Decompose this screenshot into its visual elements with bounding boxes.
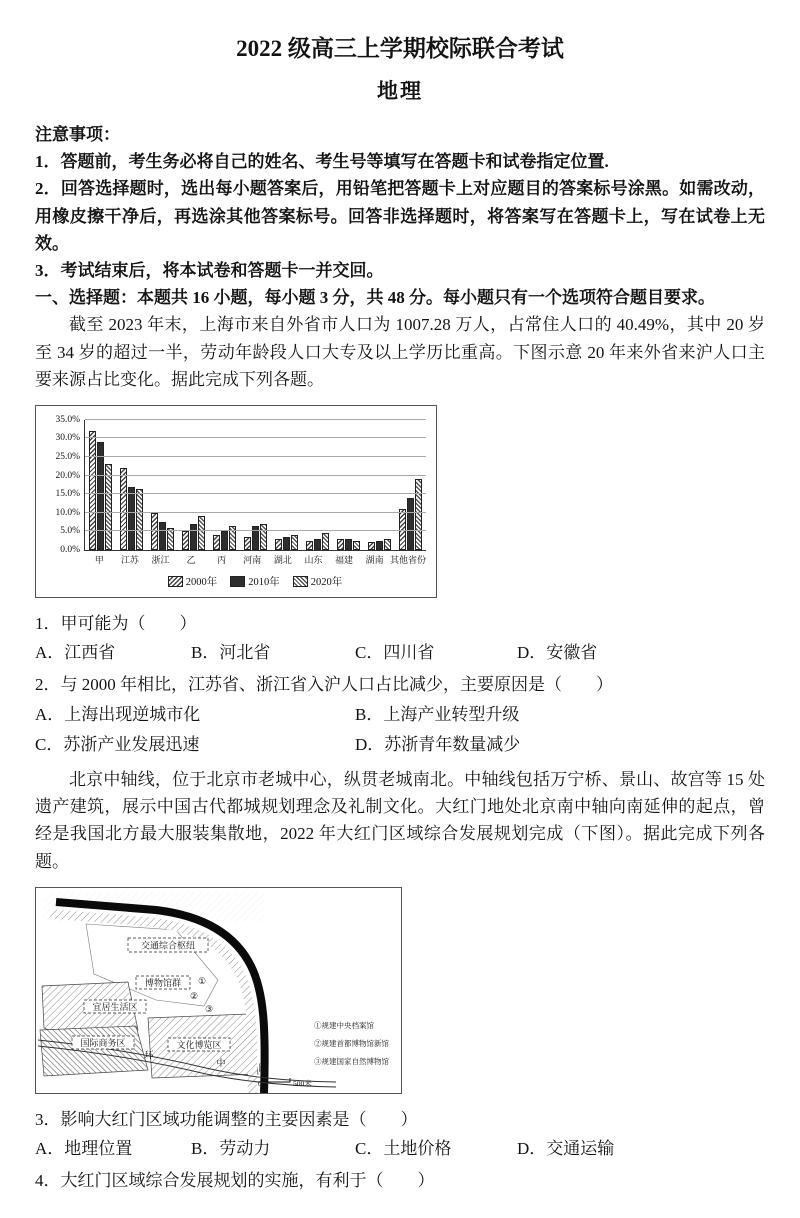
bar [291,535,298,550]
question-3-option-d: D．交通运输 [517,1138,615,1158]
y-tick-label: 35.0% [55,414,80,425]
map-legend-item-3: ③规建国家自然博物馆 [314,1056,389,1066]
gridline [85,530,426,531]
chart-x-axis [84,553,426,566]
subject-title: 地理 [377,79,423,103]
scale-zero-label: 0 [258,1078,262,1088]
question-1-option-c: C．四川省 [355,643,435,663]
legend-label: 2010年 [248,576,280,588]
legend-swatch [230,576,245,587]
question-2-option-b: B．上海产业转型升级 [355,705,520,725]
note-item-1: 1．答题前，考生务必将自己的姓名、考生号等填写在答题卡和试卷指定位置. [35,152,609,172]
question-1-option-d: D．安徽省 [517,643,598,663]
y-tick-label: 15.0% [55,489,80,500]
x-tick-label: 江苏 [120,554,139,565]
y-tick-label: 5.0% [60,526,80,537]
bar [275,539,282,550]
passage-shanghai: 截至 2023 年末，上海市来自外省市人口为 1007.28 万人，占常住人口的 40.49%，其中 20 岁至 34 岁的超过一半，劳动年龄段人口大专及以上学历比重高。下图示意 20 年来外省来沪人口主要来源占比变化。据此完成下列各题。 [35,315,765,389]
marker-3: ③ [204,1003,214,1014]
notes-section [35,121,765,284]
x-tick-label: 河南 [243,554,262,565]
living-label: 宜居生活区 [92,1001,138,1012]
question-2-option-d: D．苏浙青年数量减少 [355,735,521,755]
question-2-stem: 2．与 2000 年相比，江苏省、浙江省入沪人口占比减少，主要原因是（ ） [35,675,613,695]
note-item-3: 3．考试结束后，将本试卷和答题卡一并交回。 [35,260,384,280]
bar [97,442,104,550]
gridline [85,493,426,494]
population-origin-chart-figure [35,405,765,598]
question-3-option-b: B．劳动力 [191,1138,271,1158]
notes-heading: 注意事项： [35,125,120,144]
y-tick-label: 0.0% [60,544,80,555]
legend-label: 2000年 [185,576,218,588]
dahongmen-plan-map-figure [35,887,765,1094]
x-tick-label: 山东 [304,554,323,565]
chart-plot-area [84,420,426,551]
bar [198,516,205,549]
bar [384,539,391,550]
question-3-option-a: A．地理位置 [35,1138,133,1158]
culture-label: 文化博览区 [176,1039,222,1050]
question-1-options [35,639,765,666]
x-tick-label: 其他省份 [389,554,426,565]
chart-plot-wrapper [42,414,426,555]
map-legend-item-1: ①规建中央档案馆 [314,1020,374,1030]
bar [345,539,352,550]
gridline [85,419,426,420]
question-1-option-a: A．江西省 [35,643,116,663]
bar [213,535,220,550]
population-origin-chart [35,405,437,598]
x-tick-label: 湖南 [365,554,384,565]
bar [314,539,321,550]
x-tick-label: 浙江 [151,554,170,565]
x-tick-label: 丙 [217,554,227,565]
road-char-zhong: 中 [216,1057,226,1068]
bar [407,498,414,550]
marker-2: ② [189,990,199,1001]
legend-item [230,574,280,589]
question-2-option-a: A．上海出现逆城市化 [35,705,201,725]
question-2-option-c: C．苏浙产业发展迅速 [35,735,200,755]
x-tick-label: 湖北 [273,554,292,565]
bar [120,468,127,550]
gridline [85,512,426,513]
question-1-option-b: B．河北省 [191,643,271,663]
bar [182,531,189,550]
bar [128,487,135,550]
bar [322,533,329,550]
y-tick-label: 20.0% [55,470,80,481]
legend-item [293,574,343,589]
map-svg [36,888,401,1093]
map-legend-item-2: ②规建首都博物馆新馆 [314,1038,389,1048]
question-4-stem: 4．大红门区域综合发展规划的实施，有利于（ ） [35,1171,435,1191]
legend-label: 2020年 [310,576,343,588]
bar [337,539,344,550]
question-3-stem: 3．影响大红门区域功能调整的主要因素是（ ） [35,1109,418,1129]
bar [190,524,197,550]
hub-label: 交通综合枢纽 [140,940,196,951]
bar [105,464,112,549]
museums-label: 博物馆群 [144,977,182,988]
gridline [85,437,426,438]
bar [306,541,313,550]
marker-1: ① [197,975,207,986]
x-tick-label: 乙 [186,554,196,565]
bar [353,541,360,550]
chart-legend [84,574,426,589]
bar [283,537,290,550]
passage-beijing: 北京中轴线，位于北京市老城中心，纵贯老城南北。中轴线包括万宁桥、景山、故宫等 15 处遗产建筑，展示中国古代都城规划理念及礼制文化。大红门地处北京南中轴向南延伸的起点，曾经是我国北方最大服装集散地，2022 年大红门区域综合发展规划完成（下图）。据此完成下列各题。 [35,769,765,871]
bar [260,524,267,550]
bar [415,479,422,550]
legend-swatch [168,576,183,587]
legend-swatch [293,576,308,587]
y-tick-label: 25.0% [55,452,80,463]
question-3-options [35,1135,765,1162]
dahongmen-plan-map [35,887,402,1094]
question-3-option-c: C．土地价格 [355,1138,452,1158]
bar [368,542,375,549]
bar [89,431,96,550]
note-item-2: 2．回答选择题时，选出每小题答案后，用铅笔把答题卡上对应题目的答案标号涂黑。如需改动，用橡皮擦干净后，再选涂其他答案标号。回答非选择题时，将答案写在答题卡上，写在试卷上无效。 [35,179,765,253]
bar [244,537,251,550]
x-tick-label: 福建 [335,554,354,565]
bar [159,522,166,550]
x-tick-label: 甲 [94,554,104,565]
gridline [85,456,426,457]
road-char-huan: 环 [144,1049,154,1060]
bar [376,541,383,550]
bar [221,531,228,550]
business-region [40,1026,148,1076]
section-heading: 一、选择题：本题共 16 小题，每小题 3 分，共 48 分。每小题只有一个选项符合题目要求。 [35,288,715,308]
y-tick-label: 10.0% [55,507,80,518]
legend-item [168,574,218,589]
chart-y-axis [42,414,84,555]
question-2-options [35,700,765,760]
road-char-lu: 路 [258,1062,268,1073]
scale-distance-label: 500米 [293,1078,312,1088]
bar [136,489,143,550]
y-tick-label: 30.0% [55,433,80,444]
question-1-stem: 1．甲可能为（ ） [35,613,197,633]
business-label: 国际商务区 [80,1037,126,1048]
exam-title: 2022 级高三上学期校际联合考试 [236,36,564,61]
gridline [85,475,426,476]
